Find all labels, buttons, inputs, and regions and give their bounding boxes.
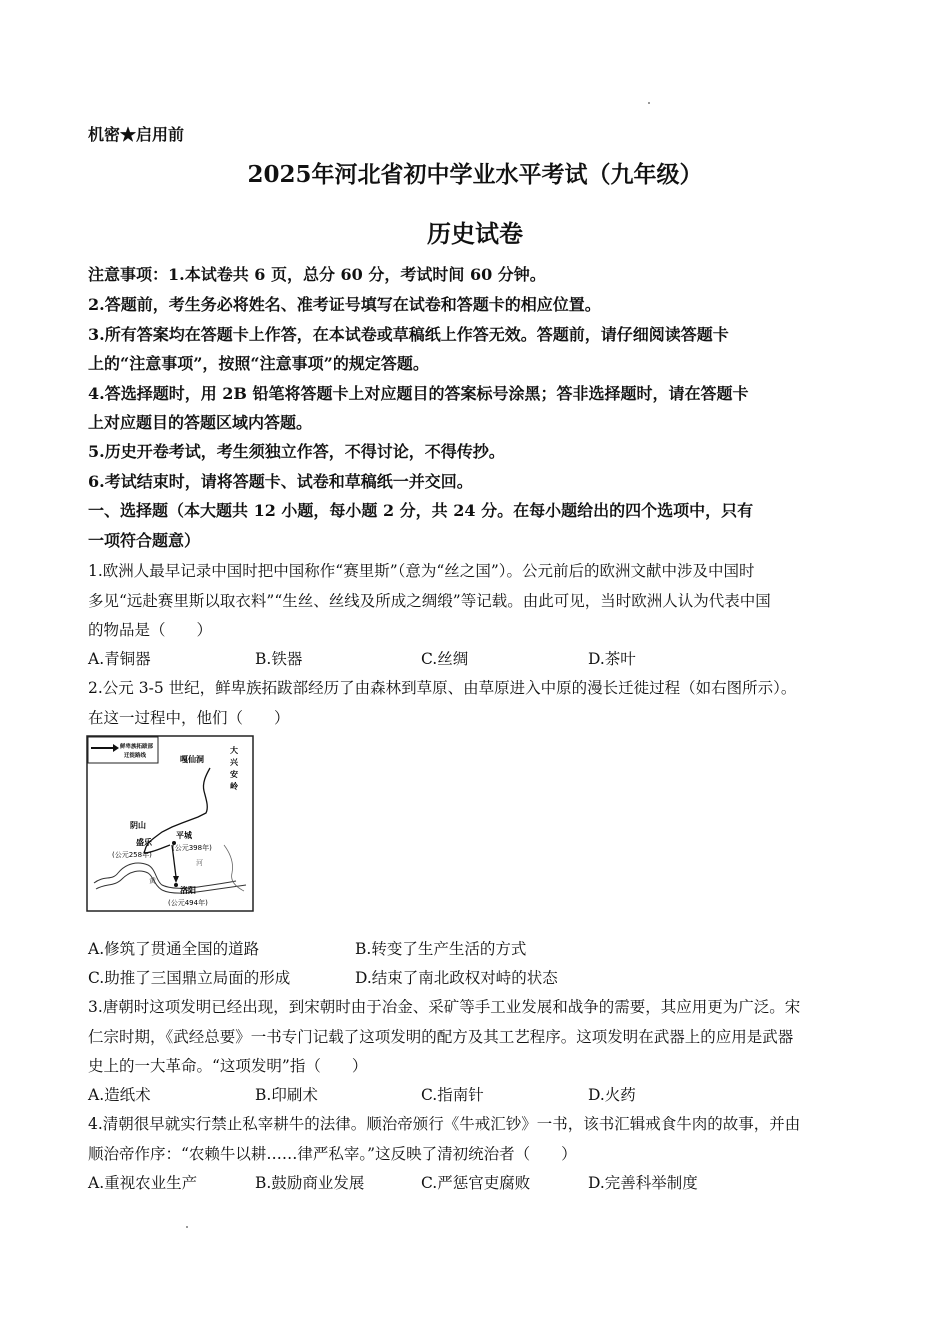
map-label-he: 河 [196, 859, 203, 867]
map-label-shengle: 盛乐 [136, 838, 152, 847]
question-text: 1.欧洲人最早记录中国时把中国称作“赛里斯”（意为“丝之国”）。公元前后的欧洲文献中涉及中国时 [88, 562, 755, 580]
note-line: 2.答题前，考生务必将姓名、准考证号填写在试卷和答题卡的相应位置。 [88, 295, 601, 314]
note-line: 5.历史开卷考试，考生须独立作答，不得讨论，不得传抄。 [88, 442, 505, 461]
section-heading: 一、选择题（本大题共 12 小题，每小题 2 分，共 24 分。在每小题给出的四个选项中，只有 [88, 501, 754, 520]
map-label-shengle-year: (公元258年) [112, 851, 152, 859]
option-b: B.转变了生产生活的方式 [355, 940, 527, 958]
option-c: C.助推了三国鼎立局面的形成 [88, 969, 291, 987]
option-d: D.茶叶 [588, 650, 636, 668]
map-label-daxinganling: 安 [230, 770, 238, 779]
option-a: A.修筑了贯通全国的道路 [88, 940, 260, 958]
subject-title: 历史试卷 [427, 219, 523, 248]
map-label-gaxian: 嘎仙洞 [180, 755, 204, 764]
note-line: 注意事项：1.本试卷共 6 页，总分 60 分，考试时间 60 分钟。 [88, 265, 546, 284]
secret-mark: 机密★启用前 [88, 125, 185, 144]
question-text: 仁宗时期，《武经总要》一书专门记载了这项发明的配方及其工艺程序。这项发明在武器上的应用是武器 [88, 1028, 794, 1046]
map-label-daxinganling: 兴 [230, 758, 238, 767]
city-dot-icon [174, 883, 178, 887]
map-label-daxinganling: 大 [230, 746, 238, 755]
question-text: 顺治帝作序：“农赖牛以耕……律严私宰。”这反映了清初统治者（ ） [88, 1145, 577, 1163]
scan-speck [648, 102, 650, 104]
note-line: 上对应题目的答题区域内答题。 [88, 413, 313, 432]
migration-map [86, 735, 254, 912]
option-c: C.严惩官吏腐败 [421, 1174, 531, 1192]
question-text: 在这一过程中，他们（ ） [88, 709, 290, 727]
option-b: B.鼓励商业发展 [255, 1174, 365, 1192]
map-label-huang: 黄 [149, 877, 156, 885]
option-d: D.火药 [588, 1086, 636, 1104]
note-line: 3.所有答案均在答题卡上作答，在本试卷或草稿纸上作答无效。答题前，请仔细阅读答题卡 [88, 325, 729, 344]
option-b: B.印刷术 [255, 1086, 318, 1104]
map-label-pingcheng-year: (公元398年) [172, 844, 212, 852]
map-label-luoyang-year: (公元494年) [168, 899, 208, 907]
scan-speck [186, 1226, 188, 1228]
legend-label: 迁徙路线 [124, 753, 147, 759]
question-text: 史上的一大革命。“这项发明”指（ ） [88, 1057, 368, 1075]
option-c: C.指南针 [421, 1086, 484, 1104]
map-label-luoyang: 洛阳 [180, 886, 196, 895]
option-d: D.完善科举制度 [588, 1174, 698, 1192]
note-line: 上的“注意事项”，按照“注意事项”的规定答题。 [88, 354, 429, 373]
map-label-yinshan: 阴山 [130, 821, 146, 830]
option-d: D.结束了南北政权对峙的状态 [355, 969, 558, 987]
question-text: 多见“远赴赛里斯以取衣料”“生丝、丝线及所成之绸缎”等记载。由此可见，当时欧洲人认为代表中国 [88, 592, 771, 610]
exam-title: 2025年河北省初中学业水平考试（九年级） [247, 161, 703, 188]
question-text: 3.唐朝时这项发明已经出现，到宋朝时由于冶金、采矿等手工业发展和战争的需要，其应用更为广泛。宋 [88, 998, 801, 1016]
note-line: 4.答选择题时，用 2B 铅笔将答题卡上对应题目的答案标号涂黑；答非选择题时，请在答题卡 [88, 384, 749, 403]
note-line: 6.考试结束时，请将答题卡、试卷和草稿纸一并交回。 [88, 472, 473, 491]
option-a: A.青铜器 [88, 650, 151, 668]
option-b: B.铁器 [255, 650, 303, 668]
question-text: 的物品是（ ） [88, 621, 213, 639]
legend-label: 鲜卑族拓跋部 [120, 744, 154, 750]
question-text: 2.公元 3-5 世纪，鲜卑族拓跋部经历了由森林到草原、由草原进入中原的漫长迁徙过程（如右图所示）。 [88, 679, 797, 697]
map-label-daxinganling: 岭 [230, 782, 238, 791]
question-text: 4.清朝很早就实行禁止私宰耕牛的法律。顺治帝颁行《牛戒汇钞》一书，该书汇辑戒食牛肉的故事，并由 [88, 1115, 801, 1133]
map-label-pingcheng: 平城 [176, 831, 192, 840]
option-a: A.造纸术 [88, 1086, 151, 1104]
section-heading-cont: 一项符合题意） [88, 531, 201, 550]
option-a: A.重视农业生产 [88, 1174, 198, 1192]
option-c: C.丝绸 [421, 650, 469, 668]
